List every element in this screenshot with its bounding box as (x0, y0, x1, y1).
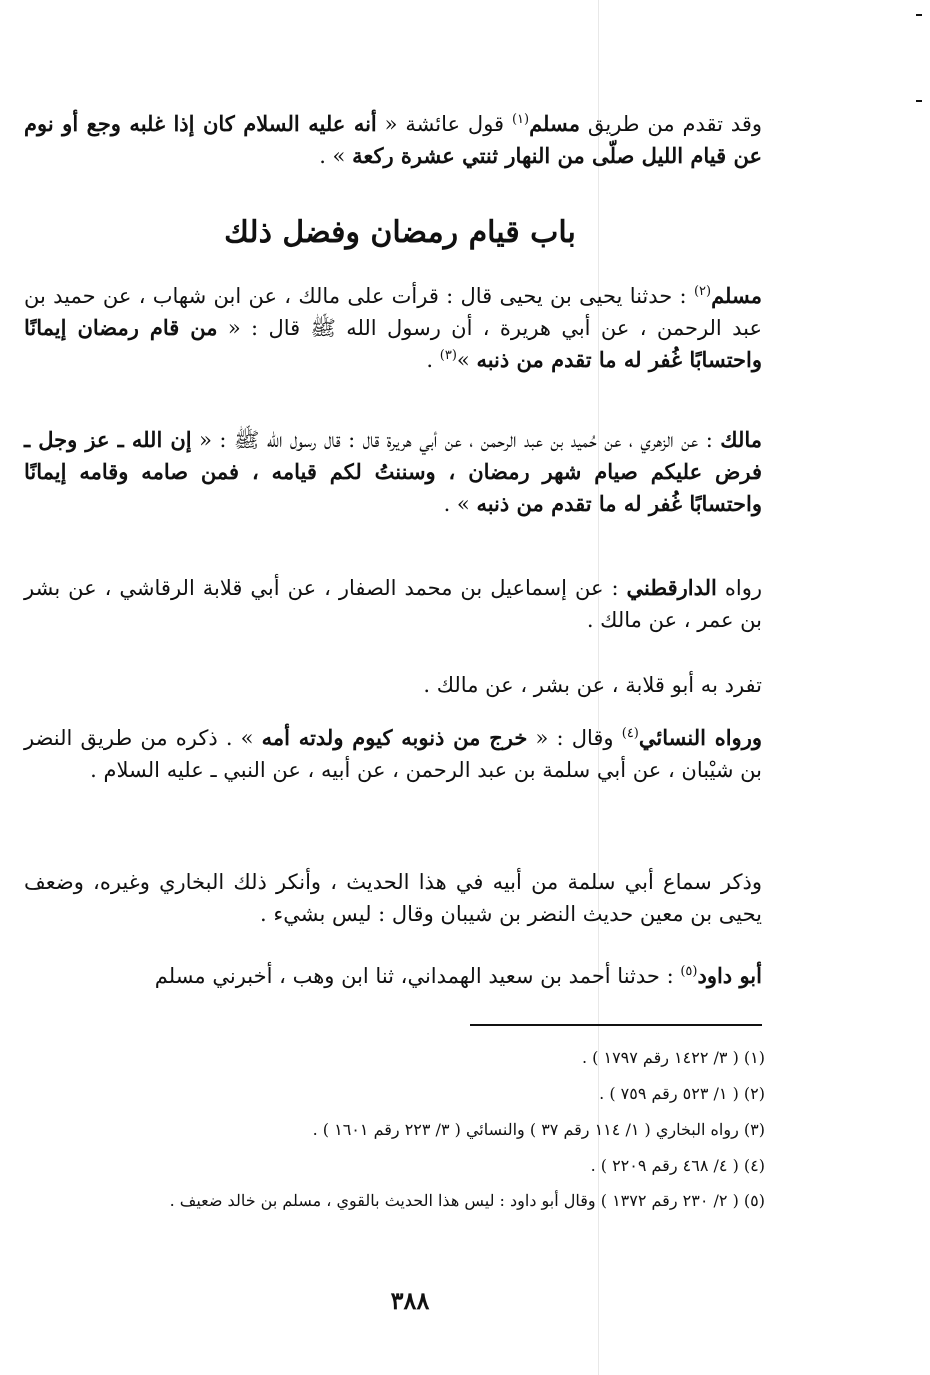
source-name: ورواه النسائي (638, 725, 762, 750)
footnotes (20, 1040, 765, 1215)
paragraph-text: تفرد به أبو قلابة ، عن بشر ، عن مالك . (423, 673, 762, 697)
paragraph-text: رواه (716, 576, 762, 600)
paragraph-muslim (24, 280, 762, 376)
paragraph-text: » . (443, 492, 477, 516)
paragraph-nasai (24, 722, 762, 786)
paragraph-sama (24, 866, 762, 930)
footnote-2: (٢) ( ١/ ٥٢٣ رقم ٧٥٩ ) . (599, 1084, 765, 1103)
paragraph-text: وقال : « (527, 726, 622, 750)
footnote-ref-5: (٥) (680, 964, 698, 979)
intro-source: مسلم (529, 111, 580, 136)
footnote-5: (٥) ( ٢/ ٢٣٠ رقم ١٣٧٢ ) وقال أبو داود : ليس هذا الحديث بالقوي ، مسلم بن خالد ضعيف . (169, 1191, 765, 1210)
source-name: الدارقطني (626, 575, 717, 600)
scan-edge-mark (916, 14, 922, 16)
paragraph-text: » . ذكره من طريق النضر بن شيْبان ، عن أبي سلمة بن عبد الرحمن ، عن أبيه ، عن النبي ـ عليه السلام . (24, 726, 762, 782)
footnote-ref-1: (١) (511, 112, 530, 127)
paragraph-abu-dawud (24, 960, 762, 992)
chapter-heading: باب قيام رمضان وفضل ذلك (224, 215, 576, 250)
paragraph-text: : عن الزهري ، عن حُميد بن عبد الرحمن ، عن أبي هريرة قال : قال رسول الله ﷺ : « (191, 428, 721, 452)
source-name: مالك (720, 427, 762, 452)
paragraph-malik (24, 424, 762, 520)
intro-quote: أنه عليه السلام كان إذا غلبه وجع أو نوم عن قيام الليل صلّى من النهار ثنتي عشرة ركعة (24, 111, 762, 168)
source-name: مسلم (711, 283, 762, 308)
footnote-separator (470, 1024, 762, 1026)
paragraph-text: : حدثنا يحيى بن يحيى قال : قرأت على مالك ، عن ابن شهاب ، عن حميد بن عبد الرحمن ، عن أبي هريرة ، أن رسول الله ﷺ قال : « (24, 284, 762, 340)
paragraph-text: : عن إسماعيل بن محمد الصفار ، عن أبي قلابة الرقاشي ، عن بشر بن عمر ، عن مالك . (24, 576, 762, 632)
paragraph-daraqutni (24, 572, 762, 636)
hadith-quote: إن الله ـ عز وجل ـ فرض عليكم صيام شهر رمضان ، وسننتُ لكم قيامه ، فمن صامه وقامه إيمانًا واحتسابًا غُفر له ما تقدم من ذنبه (24, 427, 762, 516)
hadith-quote: من قام رمضان إيمانًا واحتسابًا غُفر له ما تقدم من ذنبه (24, 315, 762, 372)
page-number: ٣٨٨ (390, 1286, 430, 1315)
paragraph-tafarrud (24, 669, 762, 701)
footnote-1: (١) ( ٣/ ١٤٢٢ رقم ١٧٩٧ ) . (581, 1048, 765, 1067)
paragraph-text: : حدثنا أحمد بن سعيد الهمداني، ثنا ابن وهب ، أخبرني مسلم (154, 964, 681, 988)
paragraph-text: وذكر سماع أبي سلمة من أبيه في هذا الحديث ، وأنكر ذلك البخاري وغيره، وضعف يحيى بن معين حديث النضر بن شيبان وقال : ليس بشيء . (24, 870, 762, 926)
paragraph-text: » (456, 348, 477, 372)
footnote-ref-4: (٤) (621, 726, 639, 741)
footnote-ref-2: (٢) (693, 284, 712, 299)
footnote-ref-3: (٣) (439, 348, 457, 363)
source-name: أبو داود (697, 963, 762, 988)
footnote-4: (٤) ( ٤/ ٤٦٨ رقم ٢٢٠٩ ) . (590, 1156, 765, 1175)
intro-paragraph (24, 108, 762, 172)
footnote-3: (٣) رواه البخاري ( ١/ ١١٤ رقم ٣٧ ) والنسائي ( ٣/ ٢٢٣ رقم ١٦٠١ ) . (312, 1120, 765, 1139)
intro-text: وقد تقدم من طريق (580, 112, 762, 136)
intro-text: » . (319, 144, 353, 168)
scan-edge-mark (916, 100, 922, 102)
hadith-quote: خرج من ذنوبه كيوم ولدته أمه (261, 725, 528, 750)
intro-text: قول عائشة « (376, 112, 512, 136)
paragraph-text: . (426, 348, 440, 372)
